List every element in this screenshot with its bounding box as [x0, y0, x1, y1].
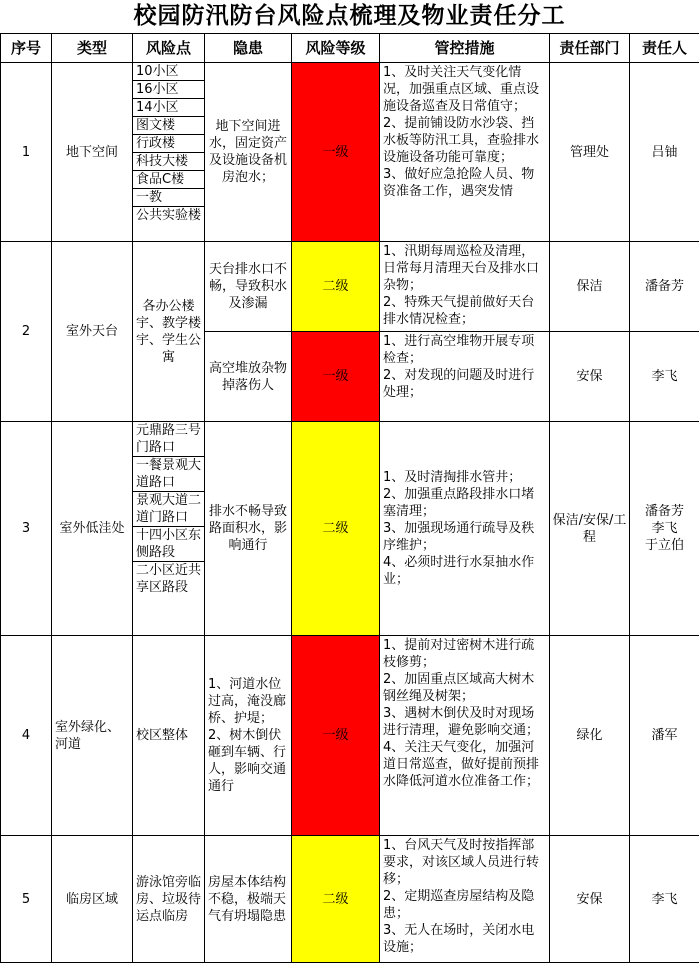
hazard-cell: 1、河道水位过高，淹没廊桥、护堤； 2、树木倒伏砸到车辆、行人，影响交通通行: [205, 636, 292, 836]
risk-point-list: [133, 422, 205, 636]
risk-point-item: 行政楼: [133, 135, 204, 153]
department-cell: 绿化: [550, 636, 630, 836]
risk-point-item: 公共实验楼: [136, 208, 202, 223]
hazard-cell: 房屋本体结构不稳，极端天气有坍塌隐患: [205, 836, 292, 963]
header-measures: 管控措施: [380, 34, 550, 63]
department-cell: 管理处: [550, 63, 630, 242]
row-type: 地下空间: [52, 63, 133, 242]
hazard-cell: 高空堆放杂物掉落伤人: [205, 332, 292, 422]
measures-cell: 1、汛期每周巡检及清理，日常每月清理天台及排水口杂物； 2、特殊天气提前做好天台排水情况检查；: [380, 242, 550, 332]
risk-point-item: 十四小区东侧路段: [133, 527, 204, 562]
risk-point-item: 科技大楼: [133, 153, 204, 171]
measures-cell: 1、进行高空堆物开展专项检查； 2、对发现的问题及时进行处理；: [380, 332, 550, 422]
row-no: 3: [1, 422, 52, 636]
risk-point-item: 一餐景观大道路口: [133, 457, 204, 492]
risk-point-item: 食品C楼: [133, 171, 204, 189]
risk-level-cell: 二级: [292, 836, 380, 963]
risk-point-list: [133, 63, 205, 242]
header-no: 序号: [1, 34, 52, 63]
person-cell: 李飞: [630, 332, 699, 422]
table-row: [1, 636, 699, 836]
table-row: [1, 836, 699, 963]
hazard-cell: 天台排水口不畅，导致积水及渗漏: [205, 242, 292, 332]
risk-point-item: 元鼎路三号门路口: [133, 422, 204, 457]
risk-level-cell: 一级: [292, 636, 380, 836]
person-cell: 吕铀: [630, 63, 699, 242]
row-no: 5: [1, 836, 52, 963]
row-type: 室外低洼处: [52, 422, 133, 636]
department-cell: 保洁: [550, 242, 630, 332]
risk-point-item: 14小区: [133, 99, 204, 117]
measures-cell: 1、提前对过密树木进行疏枝修剪； 2、加固重点区域高大树木钢丝绳及树架； 3、遇树木倒伏及时对现场进行清理，避免影响交通； 4、关注天气变化，加强河道日常巡查，做好提前预排水降低河道水位准备工作；: [380, 636, 550, 836]
risk-point-item: 二小区近共享区路段: [136, 563, 202, 595]
document-title: 校园防汛防台风险点梳理及物业责任分工: [133, 3, 566, 29]
person-cell: 李飞: [630, 836, 699, 963]
table-row: [1, 422, 699, 636]
department-cell: 保洁/安保/工程: [550, 422, 630, 636]
risk-point-item: 一教: [133, 189, 204, 207]
header-hazard: 隐患: [205, 34, 292, 63]
table-row: [1, 63, 699, 242]
row-type: 室外绿化、河道: [52, 636, 133, 836]
risk-point-item: 16小区: [133, 81, 204, 99]
risk-level-cell: 一级: [292, 63, 380, 242]
department-cell: 安保: [550, 836, 630, 963]
risk-level-cell: 二级: [292, 242, 380, 332]
row-no: 4: [1, 636, 52, 836]
measures-cell: 1、台风天气及时按指挥部要求，对该区域人员进行转移； 2、定期巡查房屋结构及隐患； 3、无人在场时，关闭水电设施；: [380, 836, 550, 963]
risk-point-item: 10小区: [133, 63, 204, 81]
person-cell: 潘备芳 李飞 于立伯: [630, 422, 699, 636]
hazard-cell: 地下空间进水，固定资产及设施设备机房泡水；: [205, 63, 292, 242]
risk-level-cell: 一级: [292, 332, 380, 422]
risk-point-cell: 校区整体: [133, 636, 205, 836]
risk-point-cell: 游泳馆旁临房、垃圾待运点临房: [133, 836, 205, 963]
hazard-cell: 排水不畅导致路面积水，影响通行: [205, 422, 292, 636]
row-no: 2: [1, 242, 52, 422]
person-cell: 潘军: [630, 636, 699, 836]
risk-point-item: 图文楼: [133, 117, 204, 135]
person-cell: 潘备芳: [630, 242, 699, 332]
row-type: 临房区域: [52, 836, 133, 963]
header-person: 责任人: [630, 34, 699, 63]
measures-cell: 1、及时清掏排水管井； 2、加强重点路段排水口堵塞清理； 3、加强现场通行疏导及秩序维护； 4、必须时进行水泵抽水作业；: [380, 422, 550, 636]
header-risk-point: 风险点: [133, 34, 205, 63]
header-department: 责任部门: [550, 34, 630, 63]
header-row: [1, 34, 699, 63]
header-risk-level: 风险等级: [292, 34, 380, 63]
responsibility-table: [0, 33, 699, 963]
row-type: 室外天台: [52, 242, 133, 422]
department-cell: 安保: [550, 332, 630, 422]
header-type: 类型: [52, 34, 133, 63]
risk-point-cell: 各办公楼宇、教学楼宇、学生公寓: [133, 242, 205, 422]
table-row: [1, 242, 699, 332]
risk-level-cell: 二级: [292, 422, 380, 636]
measures-cell: 1、及时关注天气变化情况，加强重点区域、重点设施设备巡查及日常值守； 2、提前铺设防水沙袋、挡水板等防汛工具，查验排水设施设备功能可靠度； 3、做好应急抢险人员、物资准备工作，遇突发情: [380, 63, 550, 242]
risk-point-item: 景观大道二道门路口: [133, 492, 204, 527]
row-no: 1: [1, 63, 52, 242]
